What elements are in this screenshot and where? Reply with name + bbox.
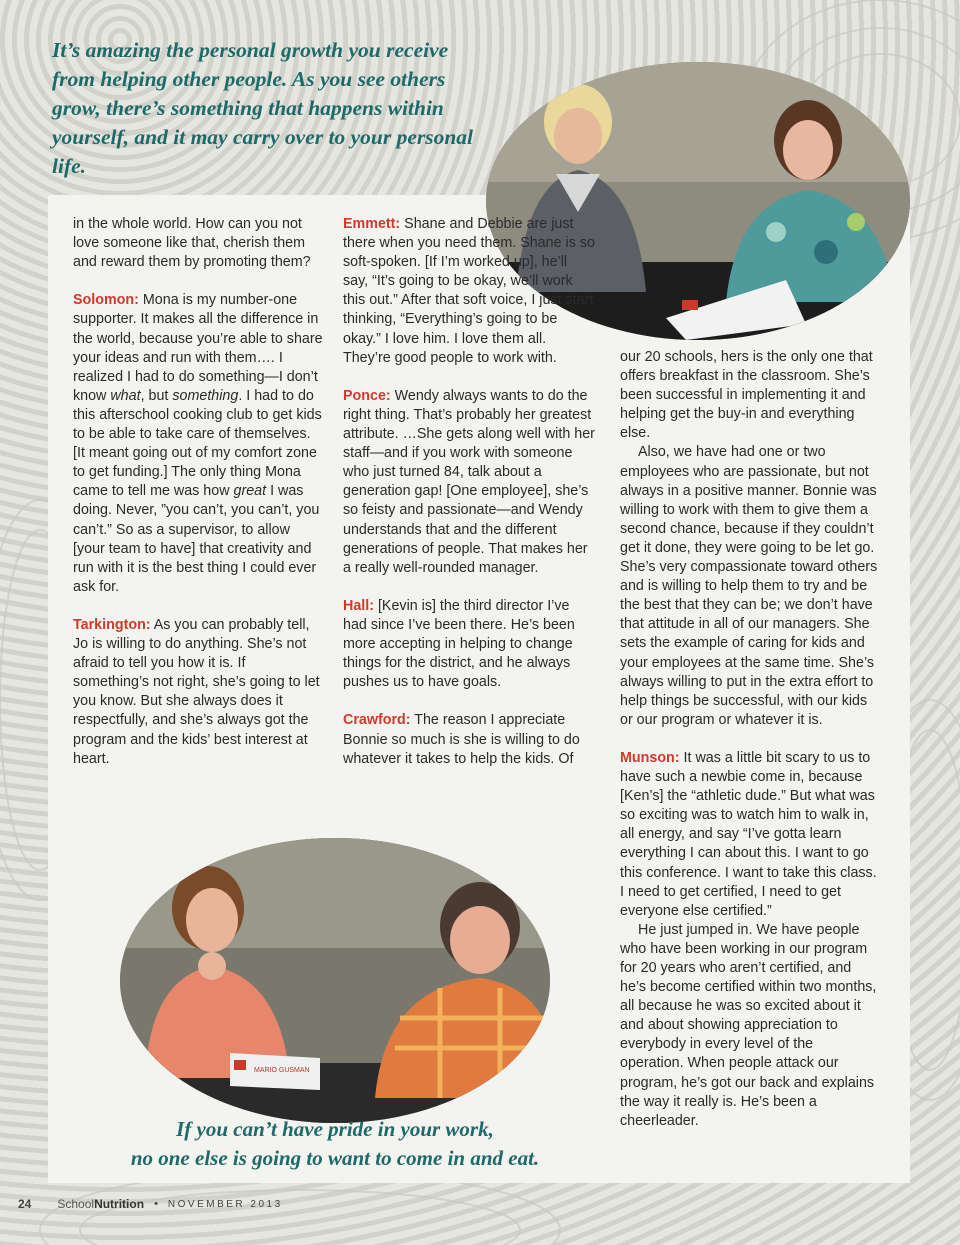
paragraph: our 20 schools, hers is the only one that offers breakfast in the classroom. She’s been successful in implementing it and helping get the buy-in and everything else.: [620, 349, 873, 442]
paragraph-ponce: [343, 387, 595, 578]
emphasis: great: [233, 483, 267, 500]
speaker-name: Munson:: [620, 749, 680, 766]
magazine-name-prefix: School: [57, 1197, 95, 1211]
paragraph-solomon: [73, 291, 325, 597]
paragraph-text: Shane and Debbie are just there when you need them. Shane is so soft-spoken. [If I’m worked up], he’ll say, “It’s going to be okay, we’ll work this out.” After that soft voice, I just start thinking, “Everything’s going to be okay.” I love him. I love them all. They’re good people to work with.: [343, 216, 595, 366]
placard-name: MARIO GUSMAN: [254, 1067, 310, 1074]
speaker-name: Ponce:: [343, 387, 391, 404]
paragraph-text: It was a little bit scary to us to have such a newbie come in, because [Ken’s] the “athletic dude.” But what was so exciting was to watch him to walk in, all energy, and say “I’ve gotta learn everything I can about this. I want to go this conference. I want to take this class. I need to get certified, I need to get everyone else certified.”: [620, 749, 877, 919]
photo-two-women-bottom: [120, 838, 550, 1123]
speaker-name: Emmett:: [343, 216, 401, 232]
paragraph-emmett: [343, 215, 595, 368]
paragraph-text: , but: [140, 387, 173, 404]
text-column-1: [73, 215, 325, 788]
pull-quote-bottom-line2: no one else is going to want to come in and eat.: [130, 1146, 540, 1170]
paragraph-tarkington: [73, 616, 325, 769]
speaker-name: Solomon:: [73, 292, 139, 309]
paragraph-hall: [343, 597, 595, 692]
text-column-3: [620, 348, 878, 1150]
paragraph: Also, we have had one or two employees who are passionate, but not always in a positive manner. Bonnie was willing to work with them to give them a second chance, because if they couldn’t get it done, they were going to be let go. She’s very compassionate toward others and is willing to help them to try and be the best that they can be; we don’t have that attitude in all of our managers. She sets the example of caring for kids and your employees at the same time. She’s always willing to put in the extra effort to help things be successful, with our kids or our program or whatever it is.: [620, 444, 878, 728]
emphasis: what: [110, 387, 141, 404]
paragraph-text: As you can probably tell, Jo is willing to do anything. She’s not afraid to tell you how it is. If something’s not right, she’s going to let you know. But she always does it respectfully, and she’s always got the program and the kids’ best interest at heart.: [73, 616, 320, 767]
page-number: 24: [18, 1197, 32, 1211]
speaker-name: Crawford:: [343, 712, 411, 729]
speaker-name: Hall:: [343, 597, 374, 614]
paragraph-text: Mona is my number-one supporter. It makes all the difference in the world, because you’re able to share your ideas and run with them…. I realized I had to do something—I don’t know: [73, 292, 323, 404]
pull-quote-top: It’s amazing the personal growth you receive from helping other people. As you see others grow, there’s something that happens within yourself, and it may carry over to your personal life.: [52, 38, 474, 178]
speaker-name: Tarkington:: [73, 616, 151, 633]
paragraph-text: Wendy always wants to do the right thing. That’s probably her greatest attribute. …She gets along well with her staff—and if you work with someone who just turned 84, talk about a generation gap! [One employee], she’s so feisty and passionate—and Wendy understands that and the different generations of people. That makes her a really well-rounded manager.: [343, 387, 595, 576]
magazine-name-bold: Nutrition: [94, 1197, 145, 1211]
magazine-name: [57, 1197, 144, 1211]
paragraph-text: [Kevin is] the third director I’ve had since I’ve been there. He’s been more accepting in helping to change things for the district, and he always pushes us to have goals.: [343, 597, 575, 691]
paragraph-munson: [620, 749, 878, 921]
photo-illustration-bottom: [120, 838, 550, 1123]
paragraph: in the whole world. How can you not love someone like that, cherish them and reward them by promoting them?: [73, 216, 311, 271]
emphasis: something: [172, 387, 239, 404]
pull-quote-bottom: [100, 1115, 570, 1173]
issue-date: NOVEMBER 2013: [167, 1198, 283, 1210]
text-column-2: [343, 215, 595, 788]
paragraph-text: I was doing. Never, ”you can’t, you can’t, you can’t.” So as a supervisor, to allow [your team to have] that creativity and run with it is the best thing I could ever ask for.: [73, 483, 320, 595]
paragraph-text: . I had to do this afterschool cooking club to get kids to be able to take care of themselves. [It meant going out of my comfort zone to get funding.] The only thing Mona came to tell me was how: [73, 387, 322, 500]
paragraph: He just jumped in. We have people who have been working in our program for 20 years who aren’t certified, and he’s become certified within two months, all because he was so excited about it and about showing appreciation to everybody in every level of the operation. When people attack our program, he’s got our back and explains the way it really is. He’s been a cheerleader.: [620, 921, 877, 1129]
footer-bullet: •: [154, 1198, 158, 1210]
paragraph-crawford: [343, 711, 595, 768]
paragraph-text: The reason I appreciate Bonnie so much is she is willing to do whatever it takes to help the kids. Of: [343, 712, 580, 767]
page-footer: [18, 1194, 283, 1214]
pull-quote-bottom-line1: If you can’t have pride in your work,: [176, 1117, 494, 1141]
